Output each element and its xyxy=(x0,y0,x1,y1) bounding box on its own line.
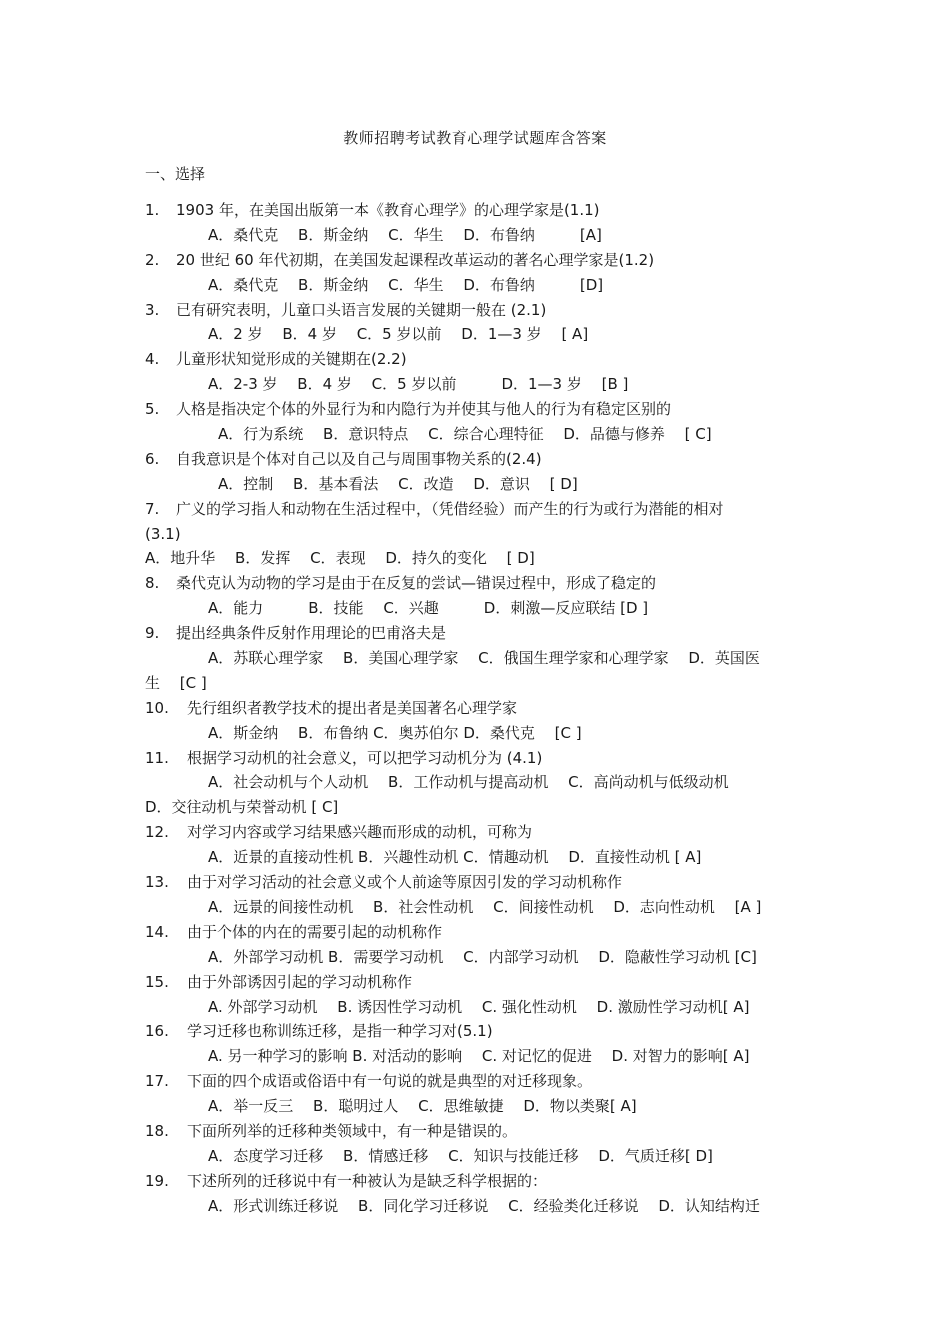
question-text: 自我意识是个体对自己以及自己与周围事物关系的(2.4) xyxy=(176,449,542,468)
question-text: 1903 年，在美国出版第一本《教育心理学》的心理学家是(1.1) xyxy=(176,201,600,219)
question-stem xyxy=(145,1019,815,1044)
section-heading: 一、选择 xyxy=(145,165,206,183)
question-stem xyxy=(145,1069,815,1094)
question-text: 人格是指决定个体的外显行为和内隐行为并使其与他人的行为有稳定区别的 xyxy=(176,400,672,419)
question-number: 15. xyxy=(145,972,169,991)
answer-options: A．态度学习迁移 B．情感迁移 C．知识与技能迁移 D．气质迁移[ D] xyxy=(208,1146,713,1165)
question-stem xyxy=(145,248,815,273)
question-text: 先行组织者教学技术的提出者是美国著名心理学家 xyxy=(187,698,518,717)
answer-options: A．斯金纳 B．布鲁纳 C．奥苏伯尔 D．桑代克 [C ] xyxy=(208,723,582,742)
answer-options: A．举一反三 B．聪明过人 C．思维敏捷 D．物以类聚[ A] xyxy=(208,1097,637,1116)
question-text: 下面所列举的迁移种类领域中，有一种是错误的。 xyxy=(187,1121,518,1140)
question-stem xyxy=(145,198,815,223)
question-number: 11. xyxy=(145,748,169,767)
question-text: 对学习内容或学习结果感兴趣而形成的动机，可称为 xyxy=(187,823,533,842)
question-number: 12. xyxy=(145,823,169,842)
question-text: 广义的学习指人和动物在生活过程中，（凭借经验）而产生的行为或行为潜能的相对 xyxy=(176,499,724,518)
answer-options: A. 外部学习动机 B. 诱因性学习动机 C. 强化性动机 D. 激励性学习动机[ A] xyxy=(208,997,750,1016)
question-text: 20 世纪 60 年代初期，在美国发起课程改革运动的著名心理学家是(1.2) xyxy=(176,250,655,269)
answer-options: A．能力 B．技能 C．兴趣 D．刺激—反应联结 [D ] xyxy=(208,599,649,618)
question-stem xyxy=(145,970,815,995)
question-number: 1. xyxy=(145,201,160,219)
answer-options: A．苏联心理学家 B．美国心理学家 C．俄国生理学家和心理学家 D．英国医 xyxy=(208,649,760,668)
answer-options: A．桑代克 B．斯金纳 C．华生 D．布鲁纳 [A] xyxy=(208,225,602,244)
answer-options-continued: 生 [C ] xyxy=(145,673,207,692)
answer-options: A．2-3 岁 B．4 岁 C．5 岁以前 D．1—3 岁 [B ] xyxy=(208,375,629,394)
question-text: 根据学习动机的社会意义，可以把学习动机分为 (4.1) xyxy=(187,748,543,767)
question-stem xyxy=(145,746,815,771)
question-stem xyxy=(145,696,815,721)
answer-options: A．形式训练迁移说 B．同化学习迁移说 C．经验类化迁移说 D．认知结构迁 xyxy=(208,1196,760,1215)
question-stem xyxy=(145,571,815,596)
question-text: 下面的四个成语或俗语中有一句说的就是典型的对迁移现象。 xyxy=(187,1072,593,1091)
question-stem xyxy=(145,621,815,646)
question-number: 5. xyxy=(145,400,160,419)
answer-options: A．近景的直接动性机 B．兴趣性动机 C．情趣动机 D．直接性动机 [ A] xyxy=(208,848,702,867)
answer-options: A．社会动机与个人动机 B．工作动机与提高动机 C．高尚动机与低级动机 xyxy=(208,773,729,792)
question-number: 16. xyxy=(145,1022,169,1041)
question-number: 3. xyxy=(145,300,160,319)
question-list xyxy=(145,198,815,1219)
question-number: 7. xyxy=(145,499,160,518)
answer-options: A．远景的间接性动机 B．社会性动机 C．间接性动机 D．志向性动机 [A ] xyxy=(208,897,762,916)
question-number: 17. xyxy=(145,1072,169,1091)
answer-options: A．桑代克 B．斯金纳 C．华生 D．布鲁纳 [D] xyxy=(208,275,604,294)
question-text: 由于对学习活动的社会意义或个人前途等原因引发的学习动机称作 xyxy=(187,873,623,892)
question-number: 18. xyxy=(145,1121,169,1140)
question-stem xyxy=(145,397,815,422)
document-title: 教师招聘考试教育心理学试题库含答案 xyxy=(343,129,607,147)
answer-options: A. 另一种学习的影响 B. 对活动的影响 C. 对记忆的促进 D. 对智力的影响[ A] xyxy=(208,1047,750,1066)
question-number: 14. xyxy=(145,922,169,941)
question-number: 4. xyxy=(145,350,160,369)
question-text: 由于外部诱因引起的学习动机称作 xyxy=(187,972,413,991)
question-number: 8. xyxy=(145,574,160,593)
question-text: 提出经典条件反射作用理论的巴甫洛夫是 xyxy=(176,624,447,643)
question-text: 已有研究表明，儿童口头语言发展的关键期一般在 (2.1) xyxy=(176,300,547,319)
question-stem xyxy=(145,820,815,845)
question-stem xyxy=(145,1169,815,1194)
question-number: 19. xyxy=(145,1171,169,1190)
question-stem xyxy=(145,1119,815,1144)
question-stem xyxy=(145,447,815,472)
question-number: 2. xyxy=(145,250,160,269)
question-text-continued: (3.1) xyxy=(145,524,181,543)
question-stem xyxy=(145,920,815,945)
answer-options: A．外部学习动机 B．需要学习动机 C．内部学习动机 D．隐蔽性学习动机 [C] xyxy=(208,947,757,966)
answer-options: A．2 岁 B．4 岁 C．5 岁以前 D．1—3 岁 [ A] xyxy=(208,325,589,344)
question-stem xyxy=(145,870,815,895)
question-text: 由于个体的内在的需要引起的动机称作 xyxy=(187,922,443,941)
question-stem xyxy=(145,298,815,323)
question-stem xyxy=(145,497,815,522)
answer-options: A．地升华 B．发挥 C．表现 D．持久的变化 [ D] xyxy=(145,549,535,568)
answer-options: A．行为系统 B．意识特点 C．综合心理特征 D．品德与修养 [ C] xyxy=(218,425,712,444)
answer-options-continued: D．交往动机与荣誉动机 [ C] xyxy=(145,798,339,817)
question-number: 6. xyxy=(145,449,160,468)
question-number: 13. xyxy=(145,873,169,892)
question-number: 9. xyxy=(145,624,160,643)
question-text: 儿童形状知觉形成的关键期在(2.2) xyxy=(176,350,407,369)
question-text: 下述所列的迁移说中有一种被认为是缺乏科学根据的： xyxy=(187,1171,548,1190)
question-text: 学习迁移也称训练迁移，是指一种学习对(5.1) xyxy=(187,1022,493,1041)
question-text: 桑代克认为动物的学习是由于在反复的尝试—错误过程中，形成了稳定的 xyxy=(176,574,657,593)
question-stem xyxy=(145,347,815,372)
question-number: 10. xyxy=(145,698,169,717)
answer-options: A．控制 B．基本看法 C．改造 D．意识 [ D] xyxy=(218,474,578,493)
